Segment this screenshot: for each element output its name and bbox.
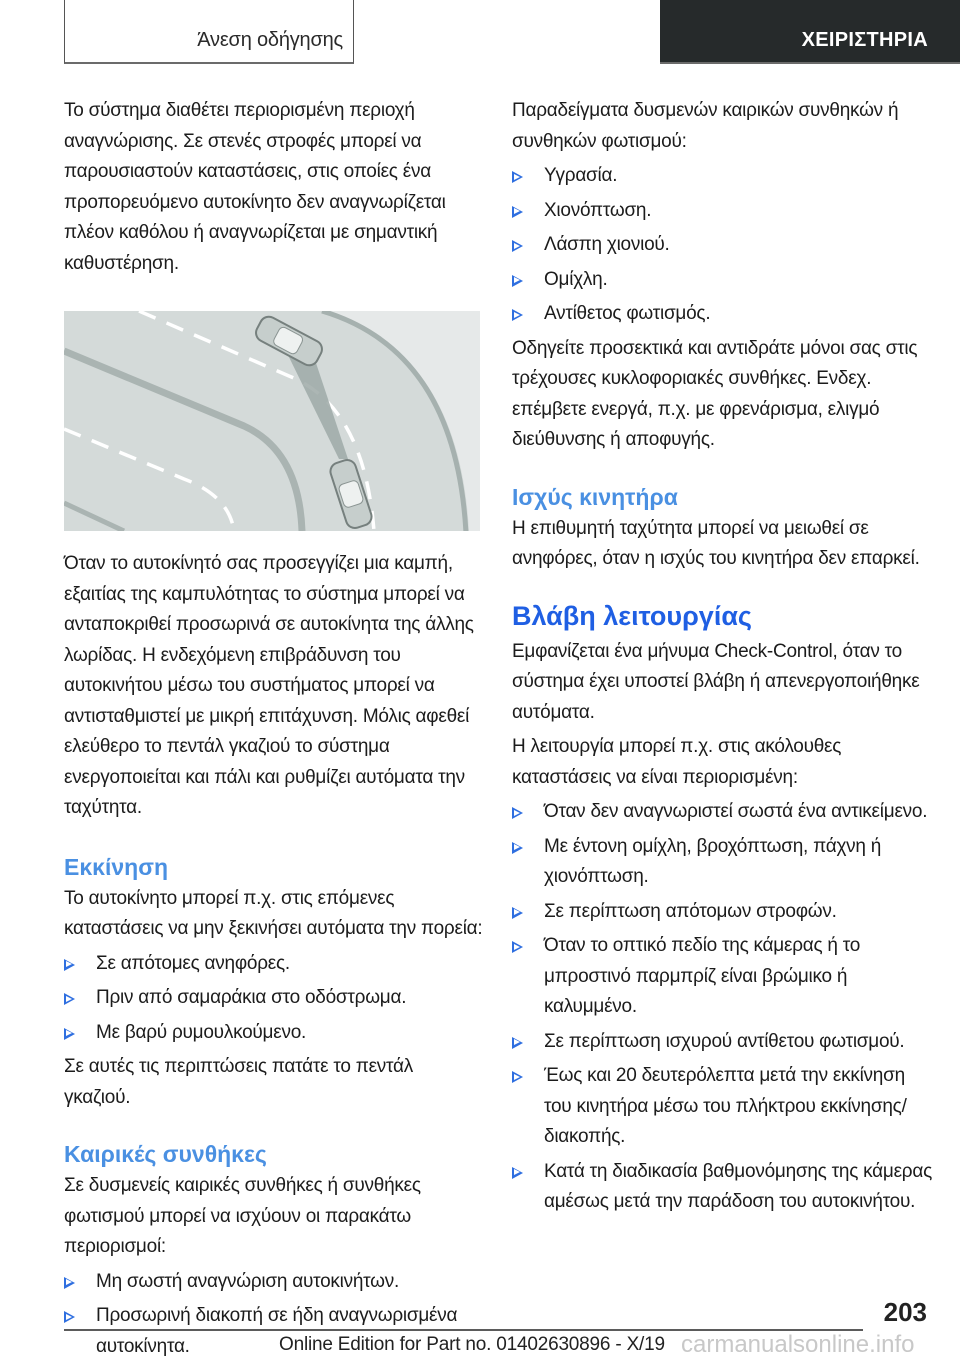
triangle-bullet-icon bbox=[512, 240, 523, 252]
triangle-bullet-icon bbox=[512, 807, 523, 819]
watermark-link[interactable]: carmanualsonline.info bbox=[681, 1331, 915, 1358]
triangle-bullet-icon bbox=[512, 1167, 523, 1179]
triangle-bullet-icon bbox=[512, 842, 523, 854]
curve-paragraph: Όταν το αυτοκίνητό σας προσεγγίζει μια καμπή, εξαιτίας της καμπυλότητας το σύστημα μπορεί να ανταποκριθεί προσωρινά σε αυτοκίνητα της άλλης λωρίδας. Η ενδεχόμενη επιβράδυνση του αυτοκινήτου μέσω του συστήματος μπορεί να αντισταθμιστεί με μικρή επιτάχυνση. Μόλις αφεθεί ελεύθερο το πεντάλ γκαζιού το σύστημα ενεργοποιείται και πάλι και ρυθμίζει αυτόματα την ταχύτητα. bbox=[64, 553, 474, 818]
triangle-bullet-icon bbox=[64, 1277, 75, 1289]
triangle-bullet-icon bbox=[512, 941, 523, 953]
triangle-bullet-icon bbox=[512, 275, 523, 287]
weather-intro: Σε δυσμενείς καιρικές συνθήκες ή συνθήκες φωτισμού μπορεί να ισχύουν οι παρακάτω περιορισμοί: bbox=[64, 1175, 421, 1257]
weather-heading: Καιρικές συνθήκες bbox=[64, 1141, 267, 1167]
intro-paragraph: Το σύστημα διαθέτει περιορισμένη περιοχή αναγνώρισης. Σε στενές στροφές μπορεί να παρουσιαστούν καταστάσεις, στις οποίες ένα προπορευόμενο αυτοκίνητο δεν αναγνωρίζεται πλέον καθόλου ή αναγνωρίζεται με σημαντική καθυστέρηση. bbox=[64, 100, 446, 274]
chapter-title: ΧΕΙΡΙΣΤΗΡΙΑ bbox=[801, 29, 928, 51]
list-item: Έως και 20 δευτερόλεπτα μετά την εκκίνηση του κινητήρα μέσω του πλήκτρου εκκίνησης/διακοπής. bbox=[512, 1061, 932, 1153]
list-item: Χιονόπτωση. bbox=[512, 196, 932, 227]
right-column bbox=[512, 96, 932, 1222]
triangle-bullet-icon bbox=[64, 959, 75, 971]
list-item: Όταν δεν αναγνωριστεί σωστά ένα αντικείμενο. bbox=[512, 797, 932, 828]
engine-text: Η επιθυμητή ταχύτητα μπορεί να μειωθεί σε ανηφόρες, όταν η ισχύς του κινητήρα δεν επαρκεί. bbox=[512, 517, 920, 569]
malfunction-list bbox=[512, 797, 932, 1218]
start-outro: Σε αυτές τις περιπτώσεις πατάτε το πεντάλ γκαζιού. bbox=[64, 1056, 414, 1108]
list-item: Σε περίπτωση απότομων στροφών. bbox=[512, 897, 932, 928]
triangle-bullet-icon bbox=[512, 1037, 523, 1049]
triangle-bullet-icon bbox=[512, 171, 523, 183]
section-tab bbox=[64, 0, 354, 64]
examples-intro: Παραδείγματα δυσμενών καιρικών συνθηκών ή συνθηκών φωτισμού: bbox=[512, 100, 899, 152]
list-item: Λάσπη χιονιού. bbox=[512, 230, 932, 261]
malfunction-heading: Βλάβη λειτουργίας bbox=[512, 600, 752, 631]
list-item: Ομίχλη. bbox=[512, 265, 932, 296]
list-item: Κατά τη διαδικασία βαθμονόμησης της κάμερας αμέσως μετά την παράδοση του αυτοκινήτου. bbox=[512, 1157, 932, 1218]
list-item: Με βαρύ ρυμουλκούμενο. bbox=[64, 1018, 484, 1049]
malfunction-text-2: Η λειτουργία μπορεί π.χ. στις ακόλουθες καταστάσεις να είναι περιορισμένη: bbox=[512, 736, 842, 788]
list-item: Μη σωστή αναγνώριση αυτοκινήτων. bbox=[64, 1267, 484, 1298]
list-item: Όταν το οπτικό πεδίο της κάμερας ή το μπροστινό παρμπρίζ είναι βρώμικο ή καλυμμένο. bbox=[512, 931, 932, 1023]
road-curve-image bbox=[64, 311, 480, 531]
list-item: Αντίθετος φωτισμός. bbox=[512, 299, 932, 330]
edition-info: Online Edition for Part no. 01402630896 - X/19 bbox=[279, 1334, 665, 1355]
start-list bbox=[64, 949, 484, 1049]
left-column bbox=[64, 96, 484, 1362]
list-item: Σε απότομες ανηφόρες. bbox=[64, 949, 484, 980]
triangle-bullet-icon bbox=[512, 309, 523, 321]
list-item: Υγρασία. bbox=[512, 161, 932, 192]
engine-heading: Ισχύς κινητήρα bbox=[512, 483, 678, 510]
start-intro: Το αυτοκίνητο μπορεί π.χ. στις επόμενες καταστάσεις να μην ξεκινήσει αυτόματα την πορεία: bbox=[64, 887, 483, 939]
list-item: Σε περίπτωση ισχυρού αντίθετου φωτισμού. bbox=[512, 1027, 932, 1058]
triangle-bullet-icon bbox=[64, 1028, 75, 1040]
triangle-bullet-icon bbox=[512, 907, 523, 919]
examples-list bbox=[512, 161, 932, 330]
curve-detection-illustration bbox=[64, 311, 480, 531]
start-heading: Εκκίνηση bbox=[64, 853, 169, 880]
list-item: Προσωρινή διακοπή σε ήδη αναγνωρισμένα αυτοκίνητα. bbox=[64, 1301, 484, 1362]
malfunction-text-1: Εμφανίζεται ένα μήνυμα Check-Control, όταν το σύστημα έχει υποστεί βλάβη ή απενεργοποιήθηκε αυτόματα. bbox=[512, 640, 920, 723]
triangle-bullet-icon bbox=[512, 206, 523, 218]
section-title: Άνεση οδήγησης bbox=[197, 29, 343, 51]
list-item: Πριν από σαμαράκια στο οδόστρωμα. bbox=[64, 983, 484, 1014]
triangle-bullet-icon bbox=[64, 1311, 75, 1323]
drive-carefully-paragraph: Οδηγείτε προσεκτικά και αντιδράτε μόνοι σας στις τρέχουσες κυκλοφοριακές συνθήκες. Ενδεχ. επέμβετε ενεργά, π.χ. με φρενάρισμα, ελιγμό διεύθυνσης ή αποφυγής. bbox=[512, 337, 918, 450]
page-number: 203 bbox=[883, 1297, 927, 1327]
chapter-tab bbox=[660, 0, 960, 64]
triangle-bullet-icon bbox=[512, 1071, 523, 1083]
triangle-bullet-icon bbox=[64, 993, 75, 1005]
list-item: Με έντονη ομίχλη, βροχόπτωση, πάχνη ή χιονόπτωση. bbox=[512, 832, 932, 893]
